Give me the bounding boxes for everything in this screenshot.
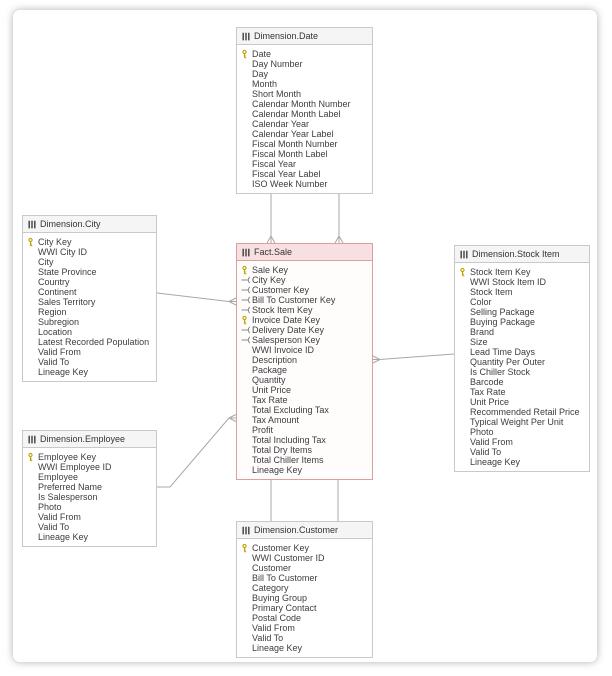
column-row [241, 465, 369, 475]
column-name: Valid From [470, 437, 513, 447]
column-name: Calendar Year [252, 119, 310, 129]
column-row [241, 643, 369, 653]
column-icon-spacer [241, 613, 252, 623]
column-row [459, 337, 586, 347]
column-name: Invoice Date Key [252, 315, 321, 325]
column-icon-spacer [459, 427, 470, 437]
column-name: Subregion [38, 317, 80, 327]
column-icon-spacer [241, 149, 252, 159]
column-icon-spacer [459, 447, 470, 457]
column-name: Color [470, 297, 492, 307]
column-icon-spacer [27, 297, 38, 307]
column-row [241, 385, 369, 395]
column-icon-spacer [27, 257, 38, 267]
primary-key-icon [241, 543, 252, 553]
column-name: Profit [252, 425, 274, 435]
column-icon-spacer [27, 247, 38, 257]
column-name: Valid To [38, 522, 70, 532]
column-name: Valid To [252, 633, 284, 643]
column-icon-spacer [27, 532, 38, 542]
column-icon-spacer [459, 437, 470, 447]
column-row [241, 275, 369, 285]
column-row [459, 297, 586, 307]
column-name: Month [252, 79, 278, 89]
table-icon [242, 32, 250, 41]
foreign-key-icon [241, 305, 252, 315]
column-row [459, 387, 586, 397]
column-name: Photo [470, 427, 494, 437]
column-icon-spacer [459, 407, 470, 417]
column-icon-spacer [27, 482, 38, 492]
column-row [27, 532, 153, 542]
column-name: Location [38, 327, 73, 337]
column-name: Lineage Key [252, 643, 303, 653]
column-name: Valid To [38, 357, 70, 367]
column-name: Calendar Month Label [252, 109, 341, 119]
column-row [241, 295, 369, 305]
column-name: Buying Group [252, 593, 308, 603]
column-icon-spacer [241, 623, 252, 633]
column-row [27, 267, 153, 277]
column-icon-spacer [241, 405, 252, 415]
column-name: Total Excluding Tax [252, 405, 329, 415]
column-icon-spacer [241, 365, 252, 375]
column-row [27, 367, 153, 377]
column-icon-spacer [241, 159, 252, 169]
column-name: City Key [252, 275, 286, 285]
column-name: Continent [38, 287, 77, 297]
column-icon-spacer [241, 425, 252, 435]
column-icon-spacer [459, 317, 470, 327]
column-list [23, 233, 156, 381]
column-name: WWI Employee ID [38, 462, 112, 472]
column-name: Selling Package [470, 307, 535, 317]
column-row [241, 149, 369, 159]
column-icon-spacer [459, 367, 470, 377]
column-icon-spacer [241, 169, 252, 179]
column-icon-spacer [459, 327, 470, 337]
column-name: Fiscal Month Number [252, 139, 338, 149]
column-name: Postal Code [252, 613, 302, 623]
column-icon-spacer [459, 397, 470, 407]
column-row [241, 633, 369, 643]
column-icon-spacer [241, 355, 252, 365]
column-name: Total Chiller Items [252, 455, 324, 465]
column-name: Valid To [470, 447, 502, 457]
table-title: Fact.Sale [254, 247, 293, 257]
primary-key-icon [27, 452, 38, 462]
column-name: Latest Recorded Population [38, 337, 150, 347]
column-row [241, 435, 369, 445]
column-icon-spacer [27, 347, 38, 357]
column-row [241, 99, 369, 109]
column-name: Tax Rate [470, 387, 506, 397]
table-title: Dimension.City [40, 219, 101, 229]
column-row [27, 317, 153, 327]
column-name: Salesperson Key [252, 335, 321, 345]
column-row [27, 522, 153, 532]
column-name: WWI Stock Item ID [470, 277, 547, 287]
column-name: Stock Item [470, 287, 513, 297]
column-icon-spacer [27, 367, 38, 377]
column-icon-spacer [241, 593, 252, 603]
column-icon-spacer [27, 462, 38, 472]
column-name: Preferred Name [38, 482, 103, 492]
column-row [241, 265, 369, 275]
column-name: Lineage Key [38, 532, 89, 542]
column-row [241, 325, 369, 335]
column-row [459, 367, 586, 377]
column-name: Brand [470, 327, 495, 337]
column-name: Quantity [252, 375, 286, 385]
foreign-key-icon [241, 275, 252, 285]
column-row [459, 397, 586, 407]
column-row [241, 79, 369, 89]
column-row [241, 573, 369, 583]
column-list [237, 261, 372, 479]
column-name: Customer [252, 563, 292, 573]
column-icon-spacer [241, 573, 252, 583]
column-row [27, 492, 153, 502]
column-list [23, 448, 156, 546]
column-name: City [38, 257, 54, 267]
column-row [241, 395, 369, 405]
column-icon-spacer [241, 99, 252, 109]
table-title: Dimension.Customer [254, 525, 339, 535]
table-icon [242, 526, 250, 535]
column-name: Barcode [470, 377, 504, 387]
table-header [23, 431, 156, 448]
column-icon-spacer [241, 129, 252, 139]
column-name: Calendar Year Label [252, 129, 334, 139]
column-row [459, 357, 586, 367]
column-icon-spacer [241, 385, 252, 395]
table-dimension-city [22, 215, 157, 382]
column-row [459, 307, 586, 317]
foreign-key-icon [241, 325, 252, 335]
column-icon-spacer [459, 307, 470, 317]
column-list [455, 263, 589, 471]
column-row [27, 307, 153, 317]
column-icon-spacer [241, 465, 252, 475]
column-name: WWI City ID [38, 247, 87, 257]
table-dimension-customer [236, 521, 373, 658]
column-icon-spacer [459, 277, 470, 287]
column-icon-spacer [27, 522, 38, 532]
column-row [241, 583, 369, 593]
column-row [241, 445, 369, 455]
column-icon-spacer [241, 109, 252, 119]
column-list [237, 539, 372, 657]
column-name: Delivery Date Key [252, 325, 325, 335]
primary-key-icon [459, 267, 470, 277]
column-name: Sale Key [252, 265, 289, 275]
column-name: Day [252, 69, 269, 79]
column-name: Typical Weight Per Unit [470, 417, 564, 427]
column-row [459, 287, 586, 297]
column-name: Total Dry Items [252, 445, 313, 455]
column-row [241, 405, 369, 415]
column-row [27, 257, 153, 267]
column-row [241, 59, 369, 69]
column-row [241, 335, 369, 345]
column-name: Valid From [252, 623, 295, 633]
column-icon-spacer [241, 89, 252, 99]
column-icon-spacer [27, 277, 38, 287]
table-header [455, 246, 589, 263]
column-icon-spacer [241, 455, 252, 465]
table-title: Dimension.Stock Item [472, 249, 560, 259]
column-name: WWI Invoice ID [252, 345, 315, 355]
column-row [241, 315, 369, 325]
column-row [459, 267, 586, 277]
foreign-key-icon [241, 285, 252, 295]
table-header [23, 216, 156, 233]
column-name: Short Month [252, 89, 302, 99]
column-name: Employee [38, 472, 79, 482]
column-name: Bill To Customer [252, 573, 318, 583]
primary-key-icon [27, 237, 38, 247]
column-row [459, 317, 586, 327]
column-name: Region [38, 307, 67, 317]
column-row [241, 415, 369, 425]
table-dimension-employee [22, 430, 157, 547]
table-icon [28, 220, 36, 229]
column-icon-spacer [241, 563, 252, 573]
column-row [241, 69, 369, 79]
column-name: Tax Amount [252, 415, 300, 425]
column-row [241, 159, 369, 169]
column-icon-spacer [27, 492, 38, 502]
column-row [241, 305, 369, 315]
column-row [459, 427, 586, 437]
column-row [241, 593, 369, 603]
column-icon-spacer [459, 417, 470, 427]
column-icon-spacer [241, 415, 252, 425]
column-row [241, 553, 369, 563]
column-row [241, 365, 369, 375]
column-name: Is Chiller Stock [470, 367, 531, 377]
column-row [241, 623, 369, 633]
column-row [459, 277, 586, 287]
column-name: Recommended Retail Price [470, 407, 580, 417]
column-row [241, 375, 369, 385]
foreign-key-icon [241, 295, 252, 305]
table-icon [242, 248, 250, 257]
column-row [27, 287, 153, 297]
column-name: ISO Week Number [252, 179, 328, 189]
column-name: Lead Time Days [470, 347, 536, 357]
column-row [241, 49, 369, 59]
column-icon-spacer [27, 472, 38, 482]
column-name: Valid From [38, 347, 81, 357]
column-row [459, 447, 586, 457]
column-row [27, 462, 153, 472]
column-name: Primary Contact [252, 603, 317, 613]
column-name: Quantity Per Outer [470, 357, 546, 367]
column-row [459, 327, 586, 337]
column-row [241, 603, 369, 613]
foreign-key-icon [241, 335, 252, 345]
column-icon-spacer [241, 633, 252, 643]
column-row [241, 179, 369, 189]
column-row [27, 472, 153, 482]
column-row [241, 563, 369, 573]
column-row [27, 357, 153, 367]
column-row [241, 425, 369, 435]
column-name: Date [252, 49, 272, 59]
column-name: Day Number [252, 59, 303, 69]
column-icon-spacer [27, 317, 38, 327]
column-icon-spacer [27, 307, 38, 317]
column-name: Customer Key [252, 543, 310, 553]
table-title: Dimension.Date [254, 31, 319, 41]
column-name: Photo [38, 502, 62, 512]
column-row [241, 119, 369, 129]
column-icon-spacer [241, 445, 252, 455]
column-name: Category [252, 583, 289, 593]
column-icon-spacer [27, 327, 38, 337]
column-name: Country [38, 277, 70, 287]
column-name: Lineage Key [38, 367, 89, 377]
column-row [27, 327, 153, 337]
column-row [241, 139, 369, 149]
column-name: Description [252, 355, 298, 365]
column-name: WWI Customer ID [252, 553, 325, 563]
column-row [241, 109, 369, 119]
column-name: Stock Item Key [252, 305, 313, 315]
column-icon-spacer [459, 347, 470, 357]
column-icon-spacer [241, 79, 252, 89]
column-row [459, 457, 586, 467]
column-icon-spacer [459, 457, 470, 467]
column-icon-spacer [459, 287, 470, 297]
column-name: City Key [38, 237, 72, 247]
table-title: Dimension.Employee [40, 434, 126, 444]
column-name: Lineage Key [470, 457, 521, 467]
table-header [237, 28, 372, 45]
column-row [241, 355, 369, 365]
column-row [27, 452, 153, 462]
column-name: Sales Territory [38, 297, 96, 307]
column-row [459, 377, 586, 387]
column-name: Stock Item Key [470, 267, 531, 277]
column-row [459, 407, 586, 417]
column-name: State Province [38, 267, 97, 277]
column-icon-spacer [27, 287, 38, 297]
column-name: Package [252, 365, 288, 375]
column-icon-spacer [27, 357, 38, 367]
column-icon-spacer [459, 377, 470, 387]
column-row [241, 613, 369, 623]
column-row [241, 89, 369, 99]
column-icon-spacer [459, 297, 470, 307]
column-name: Size [470, 337, 488, 347]
column-row [27, 247, 153, 257]
column-icon-spacer [241, 179, 252, 189]
table-header [237, 244, 372, 261]
column-icon-spacer [27, 502, 38, 512]
column-row [459, 347, 586, 357]
column-row [27, 297, 153, 307]
table-icon [460, 250, 468, 259]
column-name: Valid From [38, 512, 81, 522]
column-name: Employee Key [38, 452, 97, 462]
column-row [241, 129, 369, 139]
column-row [27, 512, 153, 522]
table-fact-sale [236, 243, 373, 480]
column-icon-spacer [459, 387, 470, 397]
column-name: Tax Rate [252, 395, 288, 405]
column-row [241, 455, 369, 465]
primary-key-icon [241, 49, 252, 59]
column-name: Customer Key [252, 285, 310, 295]
column-icon-spacer [241, 395, 252, 405]
column-icon-spacer [241, 59, 252, 69]
column-icon-spacer [241, 435, 252, 445]
column-row [27, 237, 153, 247]
column-name: Bill To Customer Key [252, 295, 336, 305]
column-icon-spacer [27, 267, 38, 277]
column-row [27, 502, 153, 512]
column-icon-spacer [241, 345, 252, 355]
column-row [27, 482, 153, 492]
column-name: Fiscal Month Label [252, 149, 328, 159]
column-icon-spacer [27, 512, 38, 522]
column-icon-spacer [27, 337, 38, 347]
primary-key-icon [241, 265, 252, 275]
column-icon-spacer [459, 357, 470, 367]
column-name: Is Salesperson [38, 492, 98, 502]
column-row [241, 169, 369, 179]
column-name: Unit Price [252, 385, 292, 395]
column-name: Calendar Month Number [252, 99, 351, 109]
column-row [27, 347, 153, 357]
column-icon-spacer [241, 139, 252, 149]
column-row [27, 277, 153, 287]
table-icon [28, 435, 36, 444]
column-row [241, 285, 369, 295]
column-row [459, 437, 586, 447]
column-icon-spacer [241, 375, 252, 385]
column-icon-spacer [241, 603, 252, 613]
table-dimension-stock-item [454, 245, 590, 472]
column-name: Fiscal Year [252, 159, 297, 169]
table-header [237, 522, 372, 539]
column-name: Buying Package [470, 317, 536, 327]
column-name: Unit Price [470, 397, 510, 407]
column-icon-spacer [241, 553, 252, 563]
column-icon-spacer [241, 643, 252, 653]
column-icon-spacer [241, 69, 252, 79]
primary-key-icon [241, 315, 252, 325]
column-name: Lineage Key [252, 465, 303, 475]
column-list [237, 45, 372, 193]
column-icon-spacer [241, 583, 252, 593]
column-row [241, 543, 369, 553]
column-name: Total Including Tax [252, 435, 326, 445]
column-name: Fiscal Year Label [252, 169, 321, 179]
column-row [27, 337, 153, 347]
column-icon-spacer [459, 337, 470, 347]
column-icon-spacer [241, 119, 252, 129]
table-dimension-date [236, 27, 373, 194]
column-row [459, 417, 586, 427]
column-row [241, 345, 369, 355]
